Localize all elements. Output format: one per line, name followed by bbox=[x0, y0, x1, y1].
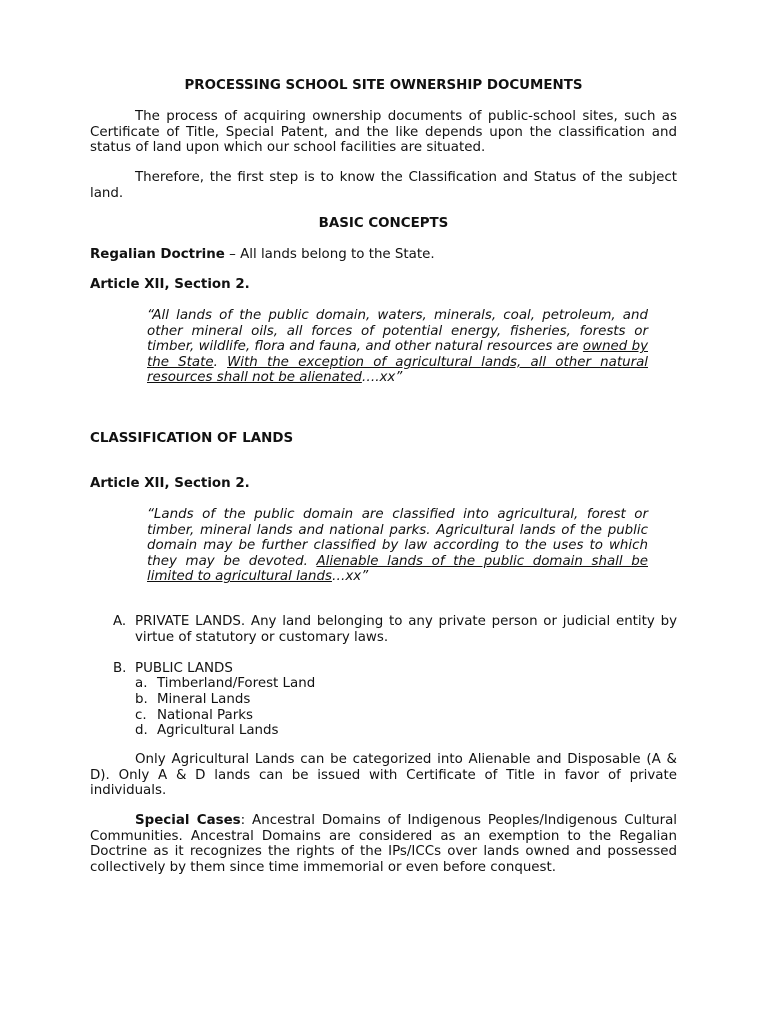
sub-list-marker: a. bbox=[135, 676, 148, 692]
quote-1-underline-1: owned by the State bbox=[147, 339, 648, 370]
sub-list-item bbox=[135, 708, 677, 724]
sub-list-marker: d. bbox=[135, 723, 148, 739]
list-marker: B. bbox=[113, 660, 127, 676]
list-item-public-lands bbox=[113, 660, 677, 739]
document-title: PROCESSING SCHOOL SITE OWNERSHIP DOCUMENTS bbox=[184, 78, 583, 93]
list-item-text: PRIVATE LANDS. Any land belonging to any private person or judicial entity by virtue of statutory or customary laws. bbox=[135, 614, 677, 645]
special-cases-label: Special Cases bbox=[135, 813, 241, 828]
special-cases-text: : Ancestral Domains of Indigenous Peoples/Indigenous Cultural Communities. Ancestral Domains are considered as an exemption to the Regalian Doctrine as it recognizes the rights of the IPs/ICCs over lands owned and possessed collectively by them since time immemorial or even before conquest. bbox=[90, 813, 678, 875]
article-heading-1: Article XII, Section 2. bbox=[90, 277, 250, 292]
sub-list-marker: b. bbox=[135, 691, 148, 707]
quote-2-underline: Alienable lands of the public domain shall be limited to agricultural lands bbox=[147, 553, 648, 585]
sub-list-item bbox=[135, 723, 677, 739]
article-heading-2: Article XII, Section 2. bbox=[90, 476, 250, 491]
land-classification-list bbox=[113, 614, 677, 739]
quote-1-text-2: . bbox=[213, 354, 228, 370]
classification-heading: CLASSIFICATION OF LANDS bbox=[90, 431, 294, 446]
second-paragraph: Therefore, the first step is to know the Classification and Status of the subject land. bbox=[90, 170, 677, 201]
basic-concepts-heading: BASIC CONCEPTS bbox=[318, 216, 449, 231]
ad-paragraph: Only Agricultural Lands can be categorized into Alienable and Disposable (A & D). Only A & D lands can be issued with Certificate of Title in favor of private individuals. bbox=[90, 752, 677, 799]
list-item-text: PUBLIC LANDS bbox=[135, 660, 233, 676]
sub-list-text: National Parks bbox=[157, 707, 253, 723]
quote-2-text: “Lands of the public domain are classified into agricultural, forest or timber, mineral lands and national parks. Agricultural lands of the public domain may be further classified by law according to the uses to which they may be devoted. bbox=[147, 507, 648, 569]
special-cases-paragraph bbox=[90, 813, 677, 875]
quote-1-text: “All lands of the public domain, waters, minerals, coal, petroleum, and other mineral oils, all forces of potential energy, fisheries, forests or timber, wildlife, flora and fauna, and other natural resources are bbox=[147, 308, 648, 355]
quote-2 bbox=[147, 507, 648, 585]
regalian-doctrine-paragraph bbox=[90, 247, 677, 263]
regalian-term: Regalian Doctrine bbox=[90, 247, 225, 262]
quote-2-text-2: …xx” bbox=[331, 569, 369, 585]
sub-list-text: Mineral Lands bbox=[157, 691, 251, 707]
quote-1-text-3: ….xx” bbox=[361, 370, 403, 386]
sub-list-item bbox=[135, 676, 677, 692]
quote-1-underline-2: With the exception of agricultural lands, all other natural resources shall not be alienated bbox=[147, 354, 649, 386]
list-marker: A. bbox=[113, 614, 127, 629]
sub-list-text: Timberland/Forest Land bbox=[157, 676, 316, 692]
list-item-private-lands bbox=[113, 614, 677, 645]
regalian-definition: – All lands belong to the State. bbox=[224, 247, 435, 262]
quote-1 bbox=[147, 308, 648, 386]
sub-list-text: Agricultural Lands bbox=[157, 723, 279, 739]
sub-list-marker: c. bbox=[135, 707, 147, 723]
sub-list-item bbox=[135, 692, 677, 708]
intro-paragraph: The process of acquiring ownership documents of public-school sites, such as Certificate of Title, Special Patent, and the like depends upon the classification and status of land upon which our school facilities are situated. bbox=[90, 109, 677, 156]
